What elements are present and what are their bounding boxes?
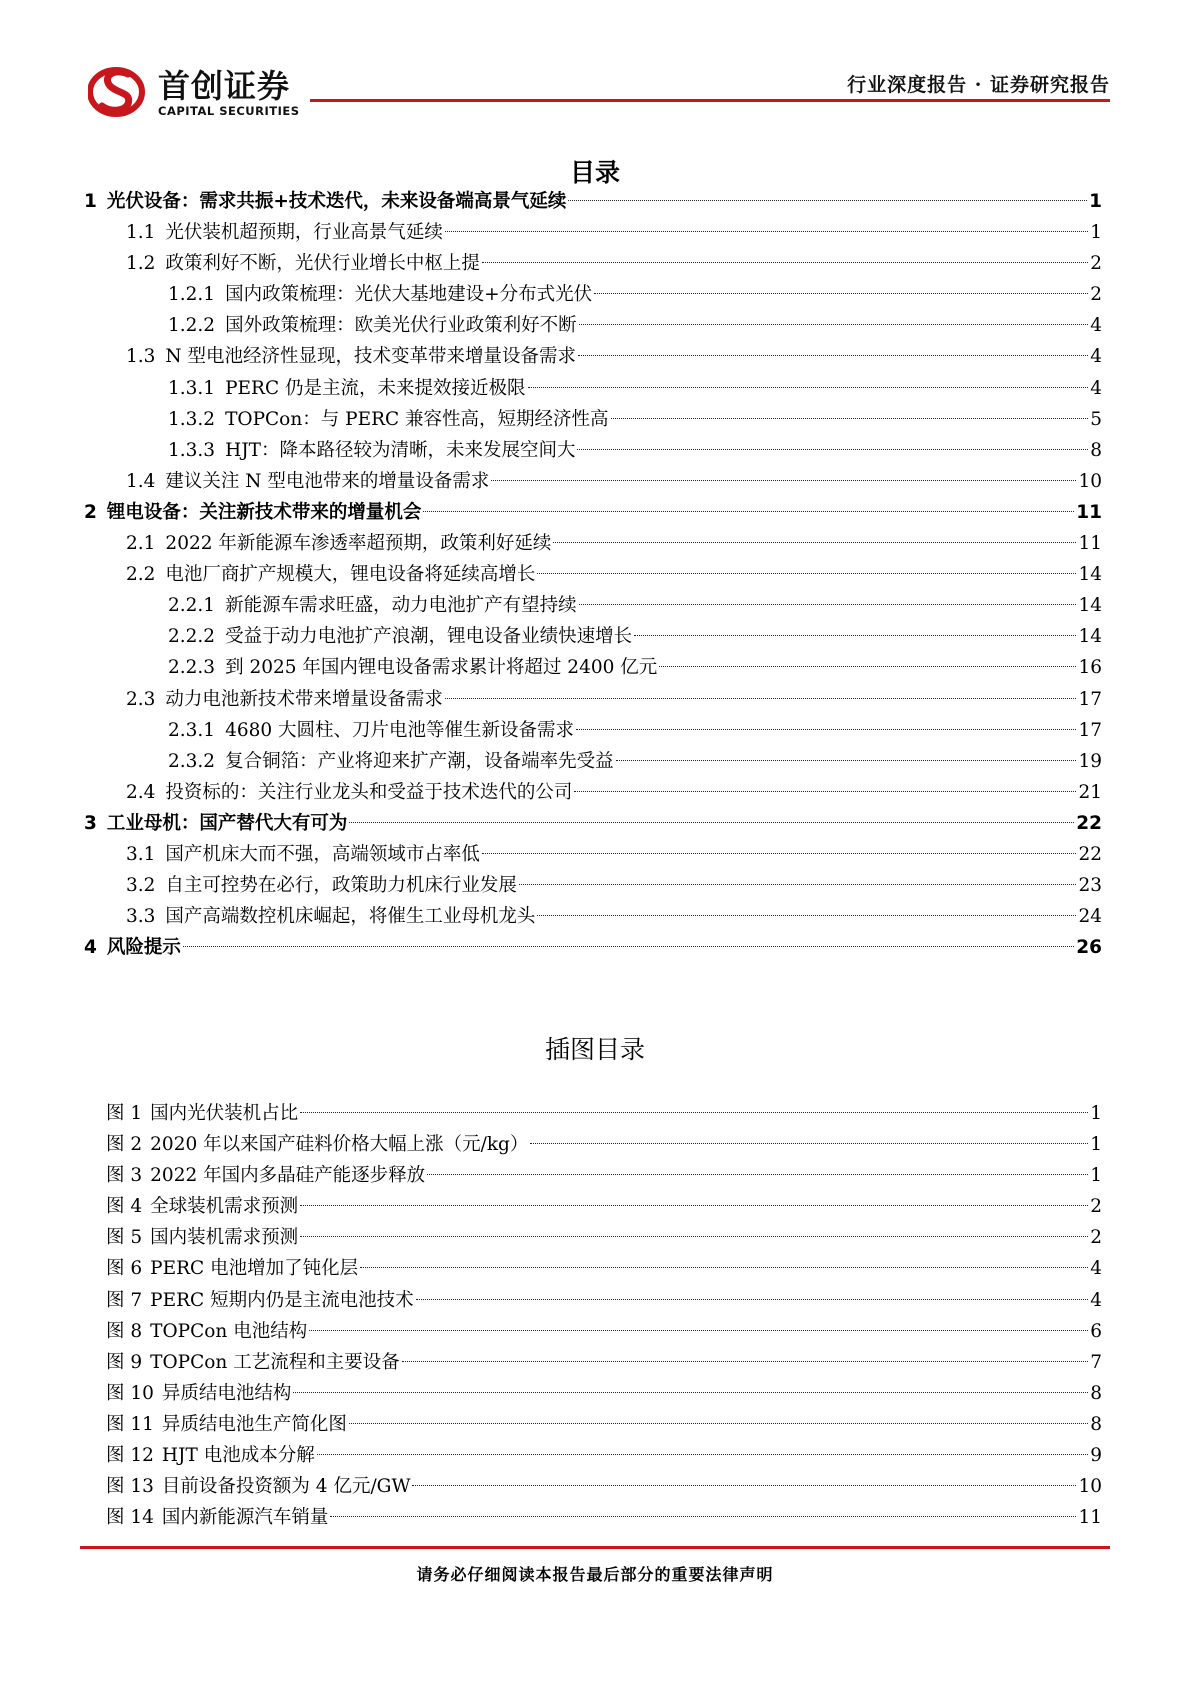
- toc-entry-number: 3: [84, 812, 97, 834]
- toc-entry-page: 1: [1090, 222, 1102, 244]
- toc-entry-number: 1.3.3: [168, 439, 216, 461]
- figure-entry[interactable]: [106, 1471, 1102, 1502]
- toc-entry-page: 22: [1078, 843, 1102, 865]
- toc-entry-text: 2022 年新能源车渗透率超预期，政策利好延续: [165, 533, 552, 555]
- figure-entry-text: HJT 电池成本分解: [161, 1445, 315, 1467]
- dot-leader: [349, 1423, 1088, 1424]
- toc-entry[interactable]: [84, 652, 1102, 683]
- toc-entry[interactable]: [84, 310, 1102, 341]
- dot-leader: [574, 791, 1076, 792]
- toc-entry-title: [168, 373, 526, 404]
- toc-entry[interactable]: [84, 528, 1102, 559]
- dot-leader: [519, 884, 1077, 885]
- toc-entry[interactable]: [84, 870, 1102, 901]
- toc-entry-page: 8: [1090, 439, 1102, 461]
- toc-entry[interactable]: [84, 839, 1102, 870]
- figure-entry-page: 6: [1090, 1320, 1102, 1342]
- toc-entry-text: 国产机床大而不强，高端领域市占率低: [165, 843, 480, 865]
- toc-entry-page: 17: [1078, 688, 1102, 710]
- toc-entry[interactable]: [84, 217, 1102, 248]
- legal-notice: 请务必仔细阅读本报告最后部分的重要法律声明: [416, 1565, 774, 1584]
- toc-entry-page: 11: [1078, 533, 1102, 555]
- figure-entry-text: 目前设备投资额为 4 亿元/GW: [161, 1476, 411, 1498]
- figure-entry-page: 9: [1090, 1445, 1102, 1467]
- dot-leader: [293, 1392, 1088, 1393]
- toc-entry-title: [168, 746, 614, 777]
- dot-leader: [537, 915, 1076, 916]
- toc-entry-page: 11: [1076, 501, 1102, 523]
- toc-entry-title: [168, 715, 574, 746]
- figure-entry[interactable]: [106, 1285, 1102, 1316]
- figure-entry[interactable]: [106, 1378, 1102, 1409]
- toc-entry-title: [126, 839, 480, 870]
- toc-entry-number: 2.2.3: [168, 657, 216, 679]
- toc-entry-title: [84, 808, 347, 839]
- toc-entry-number: 2.2.1: [168, 595, 216, 617]
- figure-entry-label: 图 3: [106, 1165, 143, 1187]
- figure-entry-label: 图 6: [106, 1258, 143, 1280]
- toc-entry[interactable]: [84, 404, 1102, 435]
- figure-entry-label: 图 5: [106, 1227, 143, 1249]
- dot-leader: [300, 1236, 1088, 1237]
- toc-entry-title: [126, 466, 489, 497]
- toc-entry-page: 4: [1090, 377, 1102, 399]
- figure-entry-text: PERC 短期内仍是主流电池技术: [150, 1289, 414, 1311]
- figure-entry-text: 全球装机需求预测: [150, 1196, 299, 1218]
- toc-entry-number: 2.3.1: [168, 719, 216, 741]
- toc-entry-text: 风险提示: [106, 937, 181, 959]
- toc-entry-title: [84, 497, 421, 528]
- figure-entry-page: 2: [1090, 1196, 1102, 1218]
- brand-name-cn: 首创证券: [158, 67, 291, 105]
- dot-leader: [300, 1205, 1088, 1206]
- toc-entry-number: 1.4: [126, 470, 156, 492]
- figure-entry-label: 图 9: [106, 1351, 143, 1373]
- toc-entry-page: 10: [1078, 470, 1102, 492]
- toc-entry-page: 2: [1090, 253, 1102, 275]
- toc-entry-text: TOPCon：与 PERC 兼容性高，短期经济性高: [225, 408, 609, 430]
- page-header: [0, 0, 1190, 130]
- capital-securities-logo-icon: [88, 62, 150, 118]
- figure-entry-page: 2: [1090, 1227, 1102, 1249]
- figure-entry-page: 1: [1090, 1134, 1102, 1156]
- toc-entry[interactable]: [84, 435, 1102, 466]
- dot-leader: [427, 1174, 1088, 1175]
- figure-entry-label: 图 8: [106, 1320, 143, 1342]
- toc-entry-page: 16: [1078, 657, 1102, 679]
- toc-entry[interactable]: [84, 466, 1102, 497]
- toc-entry-page: 1: [1089, 191, 1102, 212]
- toc-entry-title: [168, 590, 577, 621]
- toc-entry-page: 23: [1078, 875, 1102, 897]
- brand-name-en: CAPITAL SECURITIES: [158, 104, 300, 118]
- toc-entry-title: [168, 279, 592, 310]
- dot-leader: [659, 666, 1076, 667]
- figure-entry-page: 11: [1078, 1507, 1102, 1529]
- toc-entry-title: [168, 435, 575, 466]
- toc-entry-number: 1.2.2: [168, 315, 216, 337]
- figure-entry-text: 异质结电池生产简化图: [161, 1413, 347, 1435]
- toc-entry-number: 1.3.2: [168, 408, 216, 430]
- toc-entry-text: 到 2025 年国内锂电设备需求累计将超过 2400 亿元: [225, 657, 658, 679]
- dot-leader: [553, 542, 1076, 543]
- figure-entry-page: 8: [1090, 1413, 1102, 1435]
- figure-entry[interactable]: [106, 1440, 1102, 1471]
- figure-entry-text: 国内新能源汽车销量: [161, 1507, 329, 1529]
- toc-entry[interactable]: [84, 808, 1102, 839]
- toc-entry-number: 1.1: [126, 222, 156, 244]
- dot-leader: [579, 604, 1077, 605]
- figure-entry[interactable]: [106, 1409, 1102, 1440]
- dot-leader: [578, 355, 1088, 356]
- figure-entry-page: 7: [1090, 1351, 1102, 1373]
- toc-entry-text: 自主可控势在必行，政策助力机床行业发展: [165, 875, 517, 897]
- toc-entry-page: 4: [1090, 346, 1102, 368]
- toc-entry[interactable]: [84, 746, 1102, 777]
- report-type-label: 行业深度报告 · 证券研究报告: [847, 74, 1110, 96]
- footer-divider: [80, 1546, 1110, 1549]
- figure-entry-text: 异质结电池结构: [161, 1382, 292, 1404]
- figure-entry-page: 4: [1090, 1258, 1102, 1280]
- toc-entry-title: [126, 559, 535, 590]
- figure-list-title: 插图目录: [544, 1035, 645, 1064]
- dot-leader: [317, 1454, 1089, 1455]
- dot-leader: [594, 293, 1088, 294]
- toc-entry-number: 2.4: [126, 781, 156, 803]
- toc-entry-title: [126, 248, 480, 279]
- toc-entry[interactable]: [84, 248, 1102, 279]
- toc-entry-number: 2.2: [126, 564, 156, 586]
- figure-entry-label: 图 7: [106, 1289, 143, 1311]
- toc-entry-text: 光伏设备：需求共振+技术迭代，未来设备端高景气延续: [106, 191, 567, 212]
- figure-entry-text: TOPCon 电池结构: [150, 1320, 308, 1342]
- toc-entry-text: 投资标的：关注行业龙头和受益于技术迭代的公司: [165, 781, 573, 803]
- toc-entry[interactable]: [84, 777, 1102, 808]
- dot-leader: [423, 511, 1074, 512]
- figure-entry-label: 图 11: [106, 1413, 154, 1435]
- toc-entry-title: [126, 217, 443, 248]
- toc-entry-number: 2.3: [126, 688, 156, 710]
- figure-entry-text: 国内装机需求预测: [150, 1227, 299, 1249]
- toc-entry-number: 3.3: [126, 906, 156, 928]
- figure-entry[interactable]: [106, 1160, 1102, 1191]
- toc-entry[interactable]: [84, 373, 1102, 404]
- figure-entry-text: 国内光伏装机占比: [150, 1103, 299, 1124]
- toc-entry[interactable]: [84, 590, 1102, 621]
- dot-leader: [528, 387, 1089, 388]
- toc-entry-number: 3.1: [126, 843, 156, 865]
- toc-entry-title: [168, 652, 657, 683]
- toc-entry-page: 24: [1078, 906, 1102, 928]
- toc-entry-text: N 型电池经济性显现，技术变革带来增量设备需求: [165, 346, 576, 368]
- toc-entry-title: [84, 186, 566, 217]
- toc-entry-text: 国内政策梳理：光伏大基地建设+分布式光伏: [225, 284, 593, 306]
- toc-entry-page: 22: [1076, 812, 1102, 834]
- figure-entry-label: 图 2: [106, 1134, 143, 1156]
- figure-entry-page: 1: [1090, 1165, 1102, 1187]
- toc-entry-title: [126, 870, 517, 901]
- toc-entry[interactable]: [84, 279, 1102, 310]
- toc-entry-text: 锂电设备：关注新技术带来的增量机会: [106, 501, 422, 523]
- dot-leader: [611, 418, 1089, 419]
- toc-entry[interactable]: [84, 901, 1102, 932]
- figure-entry-text: 2020 年以来国产硅料价格大幅上涨（元/kg）: [150, 1134, 529, 1156]
- toc-entry-page: 14: [1078, 564, 1102, 586]
- dot-leader: [445, 698, 1077, 699]
- toc-entry-text: 新能源车需求旺盛，动力电池扩产有望持续: [225, 595, 577, 617]
- toc-entry[interactable]: [84, 621, 1102, 652]
- dot-leader: [402, 1361, 1089, 1362]
- toc-entry-number: 1.2: [126, 253, 156, 275]
- figure-entry[interactable]: [106, 1502, 1102, 1533]
- toc-entry[interactable]: [84, 684, 1102, 715]
- dot-leader: [349, 822, 1074, 823]
- figure-entry-page: 8: [1090, 1382, 1102, 1404]
- dot-leader: [416, 1299, 1089, 1300]
- toc-entry-number: 1: [84, 191, 97, 212]
- header-divider: [310, 99, 1110, 102]
- figure-entry[interactable]: [106, 1098, 1102, 1129]
- figure-list: [106, 1098, 1102, 1533]
- toc-entry[interactable]: [84, 715, 1102, 746]
- dot-leader: [330, 1516, 1076, 1517]
- figure-entry[interactable]: [106, 1191, 1102, 1222]
- toc-entry-number: 2.2.2: [168, 626, 216, 648]
- toc-entry-text: 国外政策梳理：欧美光伏行业政策利好不断: [225, 315, 577, 337]
- toc-entry-text: 复合铜箔：产业将迎来扩产潮，设备端率先受益: [225, 750, 614, 772]
- toc-entry-number: 2.3.2: [168, 750, 216, 772]
- dot-leader: [491, 480, 1076, 481]
- toc-entry-number: 2.1: [126, 533, 156, 555]
- dot-leader: [482, 262, 1088, 263]
- dot-leader: [634, 635, 1076, 636]
- dot-leader: [579, 324, 1089, 325]
- figure-entry[interactable]: [106, 1129, 1102, 1160]
- toc-entry-title: [168, 404, 609, 435]
- toc-entry-page: 5: [1090, 408, 1102, 430]
- figure-entry-page: 1: [1090, 1103, 1102, 1124]
- toc-entry-text: 动力电池新技术带来增量设备需求: [165, 688, 443, 710]
- toc-entry-text: 工业母机：国产替代大有可为: [106, 812, 348, 834]
- figure-entry[interactable]: [106, 1222, 1102, 1253]
- figure-entry-label: 图 14: [106, 1507, 154, 1529]
- toc-entry-page: 19: [1078, 750, 1102, 772]
- toc-entry-page: 14: [1078, 595, 1102, 617]
- figure-entry[interactable]: [106, 1253, 1102, 1284]
- toc-entry-number: 1.2.1: [168, 284, 216, 306]
- toc-entry-title: [168, 310, 577, 341]
- toc-entry-text: PERC 仍是主流，未来提效接近极限: [225, 377, 526, 399]
- toc-entry[interactable]: [84, 186, 1102, 217]
- toc-entry[interactable]: [84, 559, 1102, 590]
- dot-leader: [576, 729, 1076, 730]
- figure-entry-label: 图 10: [106, 1382, 154, 1404]
- toc-entry-title: [168, 621, 632, 652]
- dot-leader: [309, 1330, 1088, 1331]
- toc-entry-page: 14: [1078, 626, 1102, 648]
- toc-entry-text: 建议关注 N 型电池带来的增量设备需求: [165, 470, 490, 492]
- dot-leader: [482, 853, 1077, 854]
- toc-entry-text: 光伏装机超预期，行业高景气延续: [165, 222, 443, 244]
- toc-entry[interactable]: [84, 932, 1102, 963]
- toc-entry-text: 政策利好不断，光伏行业增长中枢上提: [165, 253, 480, 275]
- toc-entry-text: HJT：降本路径较为清晰，未来发展空间大: [225, 439, 576, 461]
- toc-entry-page: 21: [1078, 781, 1102, 803]
- toc-entry-text: 4680 大圆柱、刀片电池等催生新设备需求: [225, 719, 575, 741]
- toc-entry-number: 4: [84, 937, 97, 959]
- figure-entry[interactable]: [106, 1316, 1102, 1347]
- toc-entry-title: [126, 684, 443, 715]
- dot-leader: [530, 1143, 1088, 1144]
- toc-entry-number: 1.3: [126, 346, 156, 368]
- figure-entry-page: 10: [1078, 1476, 1102, 1498]
- toc-entry[interactable]: [84, 341, 1102, 372]
- dot-leader: [537, 573, 1076, 574]
- dot-leader: [412, 1485, 1076, 1486]
- dot-leader: [616, 760, 1077, 761]
- toc-entry[interactable]: [84, 497, 1102, 528]
- dot-leader: [360, 1267, 1088, 1268]
- toc-entry-number: 2: [84, 501, 97, 523]
- dot-leader: [577, 449, 1088, 450]
- toc-entry-text: 电池厂商扩产规模大，锂电设备将延续高增长: [165, 564, 536, 586]
- toc-entry-title: [126, 341, 576, 372]
- figure-entry-label: 图 13: [106, 1476, 154, 1498]
- toc-entry-title: [84, 932, 181, 963]
- toc-list: [84, 186, 1102, 963]
- dot-leader: [445, 231, 1088, 232]
- toc-entry-page: 17: [1078, 719, 1102, 741]
- toc-entry-page: 26: [1076, 937, 1102, 959]
- figure-entry[interactable]: [106, 1347, 1102, 1378]
- toc-entry-title: [126, 528, 551, 559]
- toc-entry-page: 4: [1090, 315, 1102, 337]
- toc-entry-title: [126, 901, 535, 932]
- figure-entry-label: 图 12: [106, 1445, 154, 1467]
- figure-entry-text: PERC 电池增加了钝化层: [150, 1258, 359, 1280]
- dot-leader: [568, 200, 1087, 201]
- dot-leader: [183, 946, 1074, 947]
- figure-entry-text: 2022 年国内多晶硅产能逐步释放: [150, 1165, 426, 1187]
- toc-title: 目录: [569, 158, 620, 187]
- figure-entry-label: 图 4: [106, 1196, 143, 1218]
- figure-entry-label: 图 1: [106, 1103, 143, 1124]
- toc-entry-title: [126, 777, 572, 808]
- figure-entry-text: TOPCon 工艺流程和主要设备: [150, 1351, 400, 1373]
- toc-entry-number: 3.2: [126, 875, 156, 897]
- toc-entry-page: 2: [1090, 284, 1102, 306]
- toc-entry-number: 1.3.1: [168, 377, 216, 399]
- figure-entry-page: 4: [1090, 1289, 1102, 1311]
- dot-leader: [300, 1112, 1088, 1113]
- toc-entry-text: 国产高端数控机床崛起，将催生工业母机龙头: [165, 906, 536, 928]
- toc-entry-text: 受益于动力电池扩产浪潮，锂电设备业绩快速增长: [225, 626, 633, 648]
